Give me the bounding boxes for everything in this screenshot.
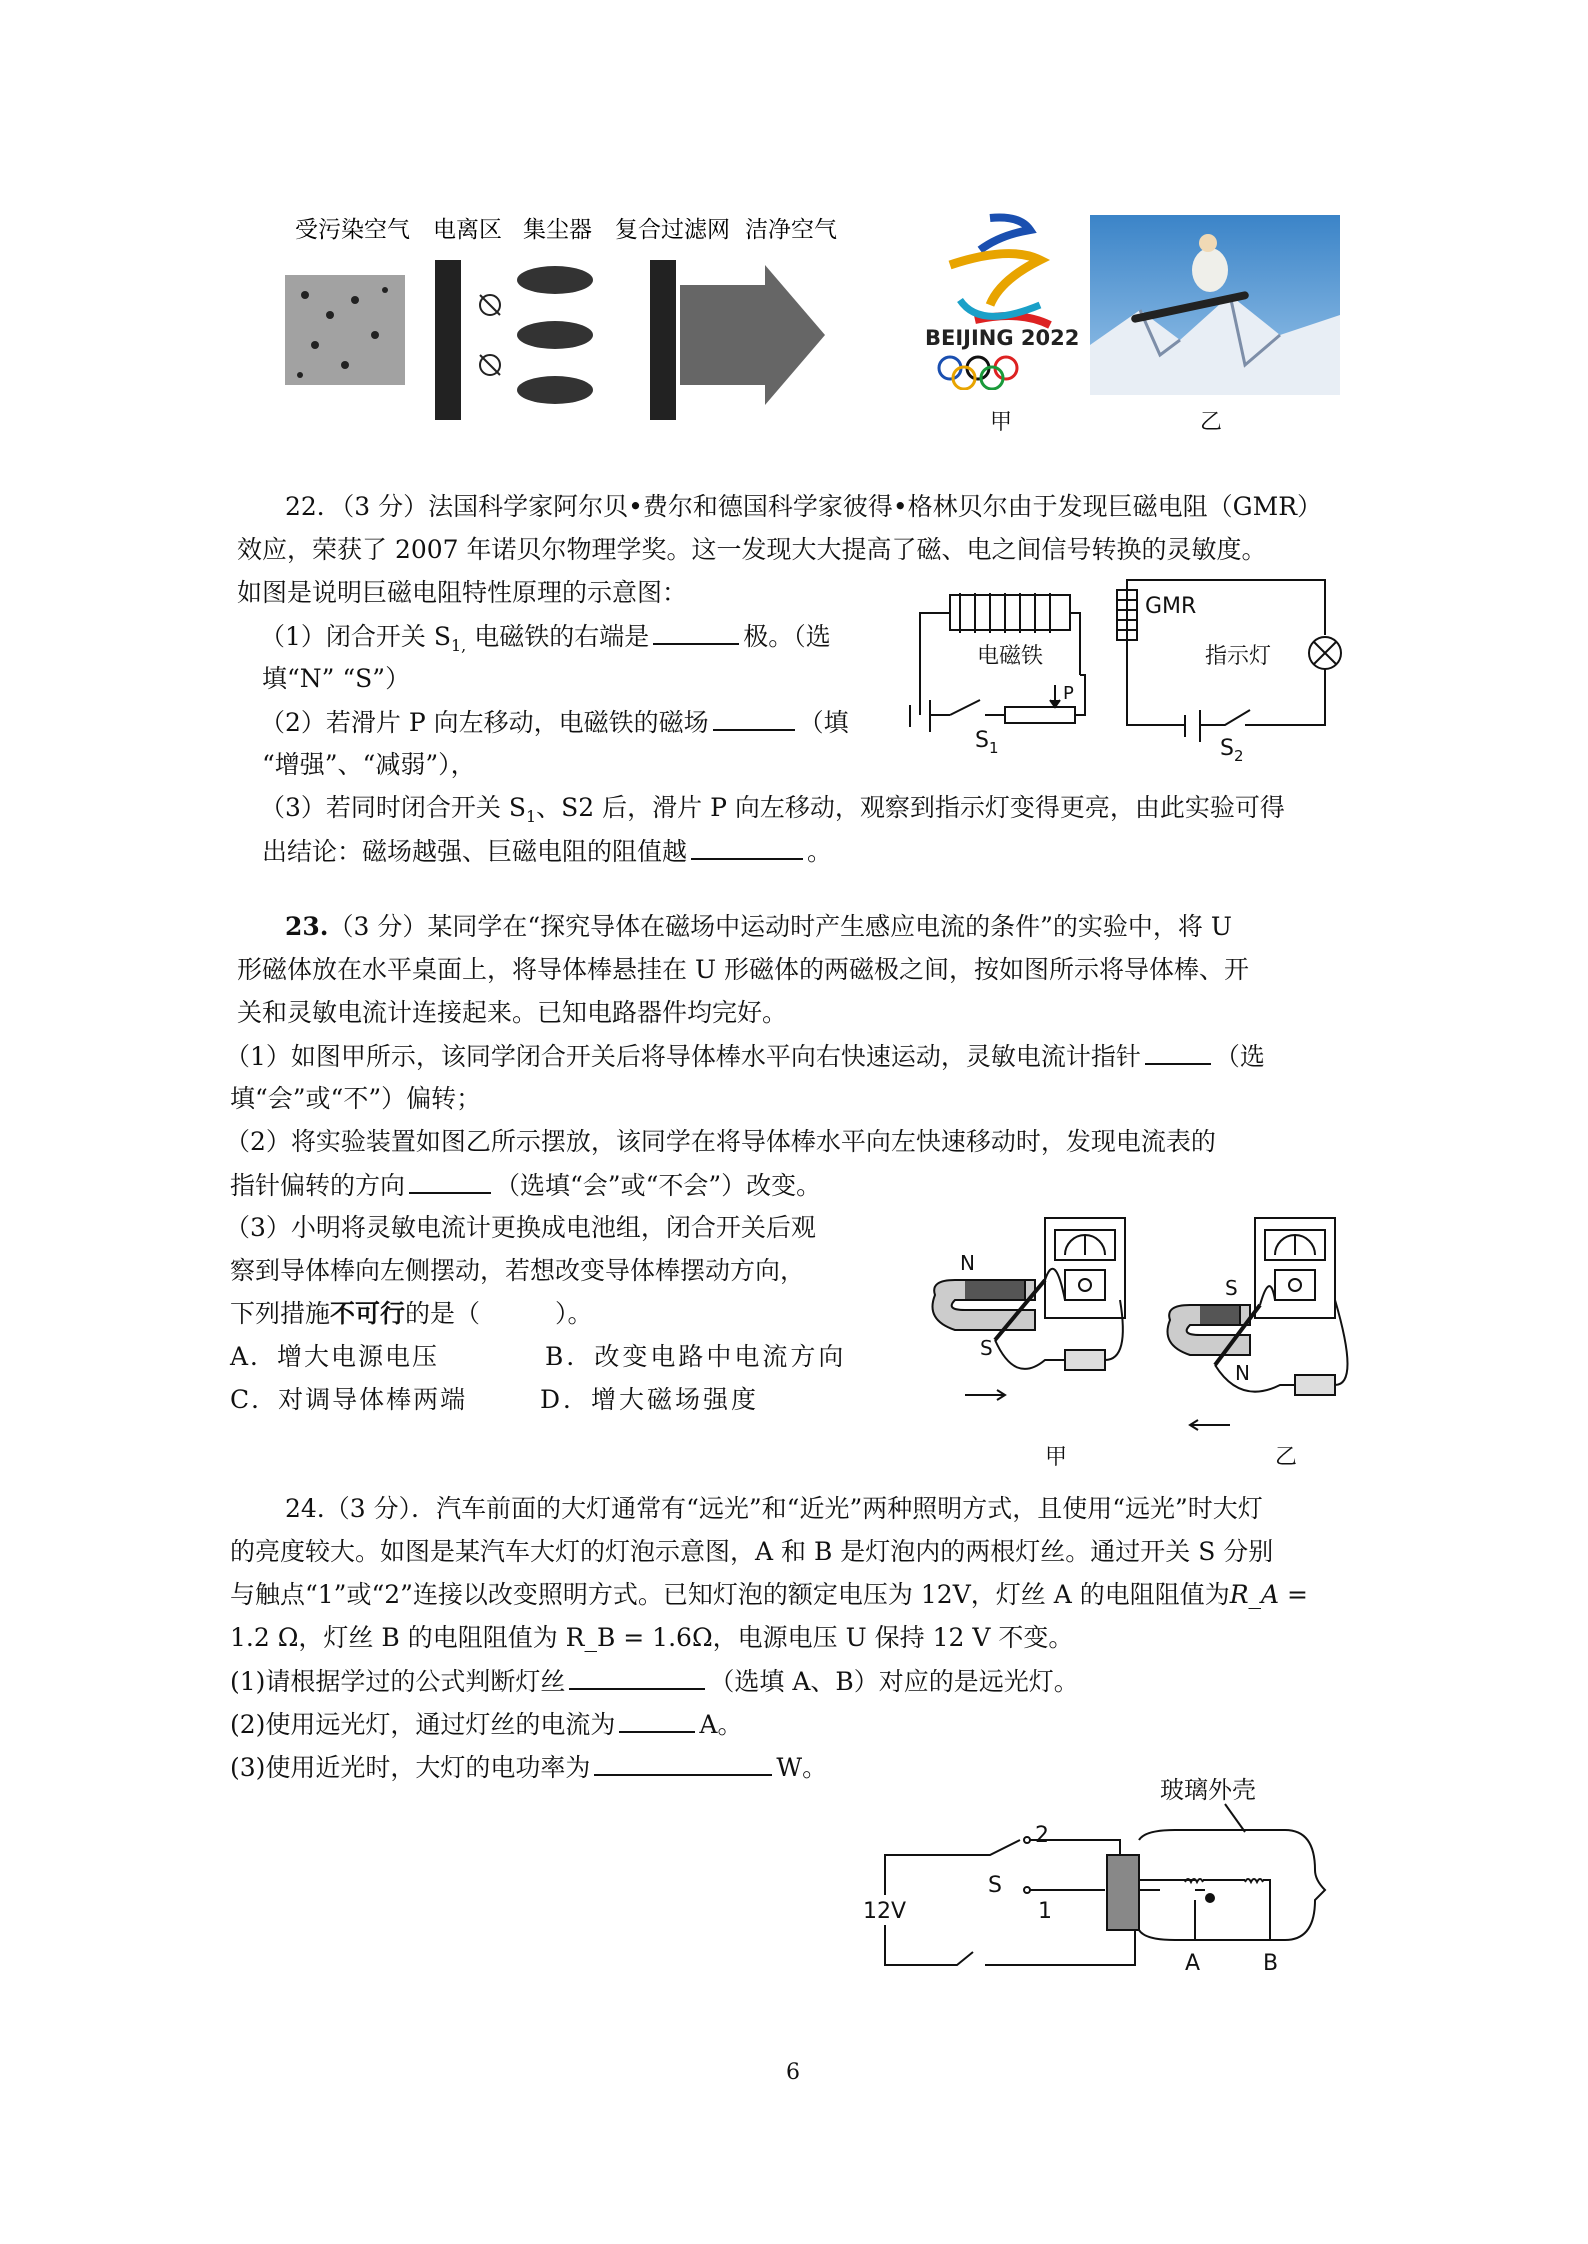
- label-glass-shell: 玻璃外壳: [1160, 1776, 1256, 1804]
- label-contact-1: 1: [1038, 1899, 1052, 1924]
- q23-part1-a: （1）如图甲所示，该同学闭合开关后将导体棒水平向右快速运动，灵敏电流计指针: [225, 1042, 1141, 1071]
- q23-part2-cont: [230, 1168, 821, 1203]
- q23-option-c[interactable]: C．对调导体棒两端: [230, 1385, 468, 1414]
- label-clean-air: 洁净空气: [745, 217, 837, 243]
- label-composite-filter: 复合过滤网: [615, 217, 730, 243]
- q24-line4: 1.2 Ω，灯丝 B 的电阻阻值为 R_B = 1.6Ω，电源电压 U 保持 12 V 不变。: [230, 1623, 1074, 1652]
- label-s-yi: S: [1225, 1276, 1238, 1300]
- q22-part1-b: 电磁铁的右端是: [466, 622, 650, 651]
- label-filament-a: A: [1185, 1951, 1201, 1976]
- q22-blank3[interactable]: [691, 834, 803, 860]
- q23-part3: （3）小明将灵敏电流计更换成电池组，闭合开关后观: [225, 1213, 816, 1242]
- q23-part3-line2: 察到导体棒向左侧摆动，若想改变导体棒摆动方向，: [230, 1256, 806, 1285]
- q23-part3-c1: 下列措施: [230, 1299, 331, 1328]
- q24-part3: [230, 1750, 827, 1785]
- label-s-jia: S: [980, 1336, 993, 1360]
- q22-line3: 如图是说明巨磁电阻特性原理的示意图：: [237, 578, 688, 607]
- q24-part2: [230, 1707, 742, 1742]
- q23-part1-b: （选: [1214, 1042, 1265, 1071]
- label-contact-2: 2: [1035, 1823, 1049, 1848]
- q22-part1-a: （1）闭合开关 S: [260, 622, 451, 651]
- q22-blank1[interactable]: [653, 619, 739, 645]
- label-polluted-air: 受污染空气: [295, 217, 410, 243]
- figure-label-yi-23: 乙: [1275, 1445, 1298, 1470]
- figure-label-jia-top: 甲: [990, 410, 1013, 435]
- q22-part2-a: （2）若滑片 P 向左移动，电磁铁的磁场: [260, 708, 709, 737]
- label-electromagnet: 电磁铁: [977, 644, 1044, 669]
- label-indicator: 指示灯: [1205, 644, 1272, 669]
- q24-blank1[interactable]: [569, 1664, 705, 1690]
- headlamp-circuit-figure: [845, 1770, 1345, 1980]
- induction-figure-yi: [1160, 1210, 1375, 1440]
- gmr-circuit-figure: [905, 575, 1355, 765]
- snowboarder-photo: [1090, 215, 1340, 395]
- q22-part3-b: 、S2 后，滑片 P 向左移动，观察到指示灯变得更亮，由此实验可得: [536, 793, 1285, 822]
- air-purifier-figure: [285, 205, 855, 425]
- figure-label-jia-23: 甲: [1045, 1445, 1068, 1470]
- q22-part1-c: 极。（选: [743, 622, 831, 651]
- q23-line1-text: （3 分）某同学在“探究导体在磁场中运动时产生感应电流的条件”的实验中，将 U: [328, 912, 1232, 941]
- q24-ra: R_A =: [1229, 1580, 1308, 1609]
- label-slider-p: P: [1063, 683, 1074, 704]
- q24-part3-b: W。: [776, 1753, 828, 1782]
- q24-blank2[interactable]: [619, 1707, 695, 1733]
- q23-blank2[interactable]: [409, 1168, 491, 1194]
- q23-blank1[interactable]: [1145, 1039, 1211, 1065]
- label-switch-s: S: [988, 1873, 1002, 1898]
- q24-line3-text: 与触点“1”或“2”连接以改变照明方式。已知灯泡的额定电压为 12V，灯丝 A 的电阻阻值为: [230, 1580, 1230, 1609]
- q22-s1-sub: 1,: [450, 636, 467, 655]
- q23-option-b[interactable]: B．改变电路中电流方向: [545, 1342, 847, 1371]
- q22-part3-c: 出结论：磁场越强、巨磁电阻的阻值越: [262, 837, 688, 866]
- q24-part1-b: （选填 A、B）对应的是远光灯。: [709, 1667, 1079, 1696]
- q23-option-a[interactable]: A．增大电源电压: [230, 1342, 440, 1371]
- q24-line3: [230, 1578, 1308, 1612]
- q22-part2-cont: “增强”、“减弱”），: [262, 750, 476, 779]
- q24-line1: 24.（3 分）．汽车前面的大灯通常有“远光”和“近光”两种照明方式，且使用“远光”时大灯: [285, 1494, 1263, 1523]
- q23-part2: （2）将实验装置如图乙所示摆放，该同学在将导体棒水平向左快速移动时，发现电流表的: [225, 1127, 1216, 1156]
- q24-part1: [230, 1664, 1079, 1699]
- label-filament-b: B: [1263, 1951, 1279, 1976]
- q23-line2: 形磁体放在水平桌面上，将导体棒悬挂在 U 形磁体的两磁极之间，按如图所示将导体棒、开: [237, 955, 1249, 984]
- q24-blank3[interactable]: [594, 1750, 772, 1776]
- q23-part2-c: （选填“会”或“不会”）改变。: [495, 1171, 822, 1200]
- label-n-jia: N: [960, 1251, 975, 1275]
- q22-part1-cont: 填“N” “S”）: [262, 664, 411, 693]
- q24-part2-a: (2)使用远光灯，通过灯丝的电流为: [230, 1710, 616, 1739]
- q23-part2-b: 指针偏转的方向: [230, 1171, 406, 1200]
- q23-part1: [225, 1039, 1265, 1074]
- q22-part3: [260, 791, 1285, 834]
- q23-part3-line3: [230, 1297, 593, 1331]
- q22-line1: 22．（3 分）法国科学家阿尔贝•费尔和德国科学家彼得•格林贝尔由于发现巨磁电阻（GMR）: [285, 492, 1323, 521]
- label-12v: 12V: [863, 1899, 907, 1924]
- q23-not-feasible: 不可行: [330, 1299, 406, 1328]
- q24-part2-b: A。: [699, 1710, 743, 1739]
- label-n-yi: N: [1235, 1361, 1250, 1385]
- label-s1: $S_1$: [975, 728, 999, 757]
- q22-part3-d: 。: [807, 837, 833, 866]
- q22-part3-a: （3）若同时闭合开关 S: [260, 793, 526, 822]
- q22-part2: [260, 705, 849, 740]
- q24-line2: 的亮度较大。如图是某汽车大灯的灯泡示意图，A 和 B 是灯泡内的两根灯丝。通过开关 S 分别: [230, 1537, 1274, 1566]
- q24-part1-a: (1)请根据学过的公式判断灯丝: [230, 1667, 566, 1696]
- logo-text: BEIJING 2022: [925, 326, 1080, 350]
- q22-line2: 效应，荣获了 2007 年诺贝尔物理学奖。这一发现大大提高了磁、电之间信号转换的灵敏度。: [237, 535, 1267, 564]
- label-dust-collector: 集尘器: [523, 217, 592, 243]
- q22-s1-sub-b: 1: [525, 807, 537, 826]
- label-ionization-zone: 电离区: [433, 217, 502, 243]
- q22-blank2[interactable]: [713, 705, 795, 731]
- q23-part1-cont: 填“会”或“不”）偏转；: [230, 1084, 482, 1113]
- q22-part2-b: （填: [798, 708, 849, 737]
- page-number: 6: [786, 2060, 800, 2085]
- q23-part3-c3: 的是（ ）。: [405, 1299, 593, 1328]
- beijing-2022-logo: [920, 210, 1090, 390]
- label-gmr: GMR: [1145, 594, 1197, 619]
- q24-part3-a: (3)使用近光时，大灯的电功率为: [230, 1753, 591, 1782]
- q23-option-d[interactable]: D．增大磁场强度: [540, 1385, 760, 1414]
- q23-line1: [285, 910, 1232, 944]
- induction-figure-jia: [925, 1210, 1140, 1440]
- q22-part3-cont: [262, 834, 832, 869]
- figure-label-yi-top: 乙: [1200, 410, 1223, 435]
- q23-number: 23.: [285, 912, 329, 941]
- label-s2: $S_2$: [1220, 736, 1244, 765]
- q23-line3: 关和灵敏电流计连接起来。已知电路器件均完好。: [237, 998, 788, 1027]
- q22-part1: [260, 619, 831, 663]
